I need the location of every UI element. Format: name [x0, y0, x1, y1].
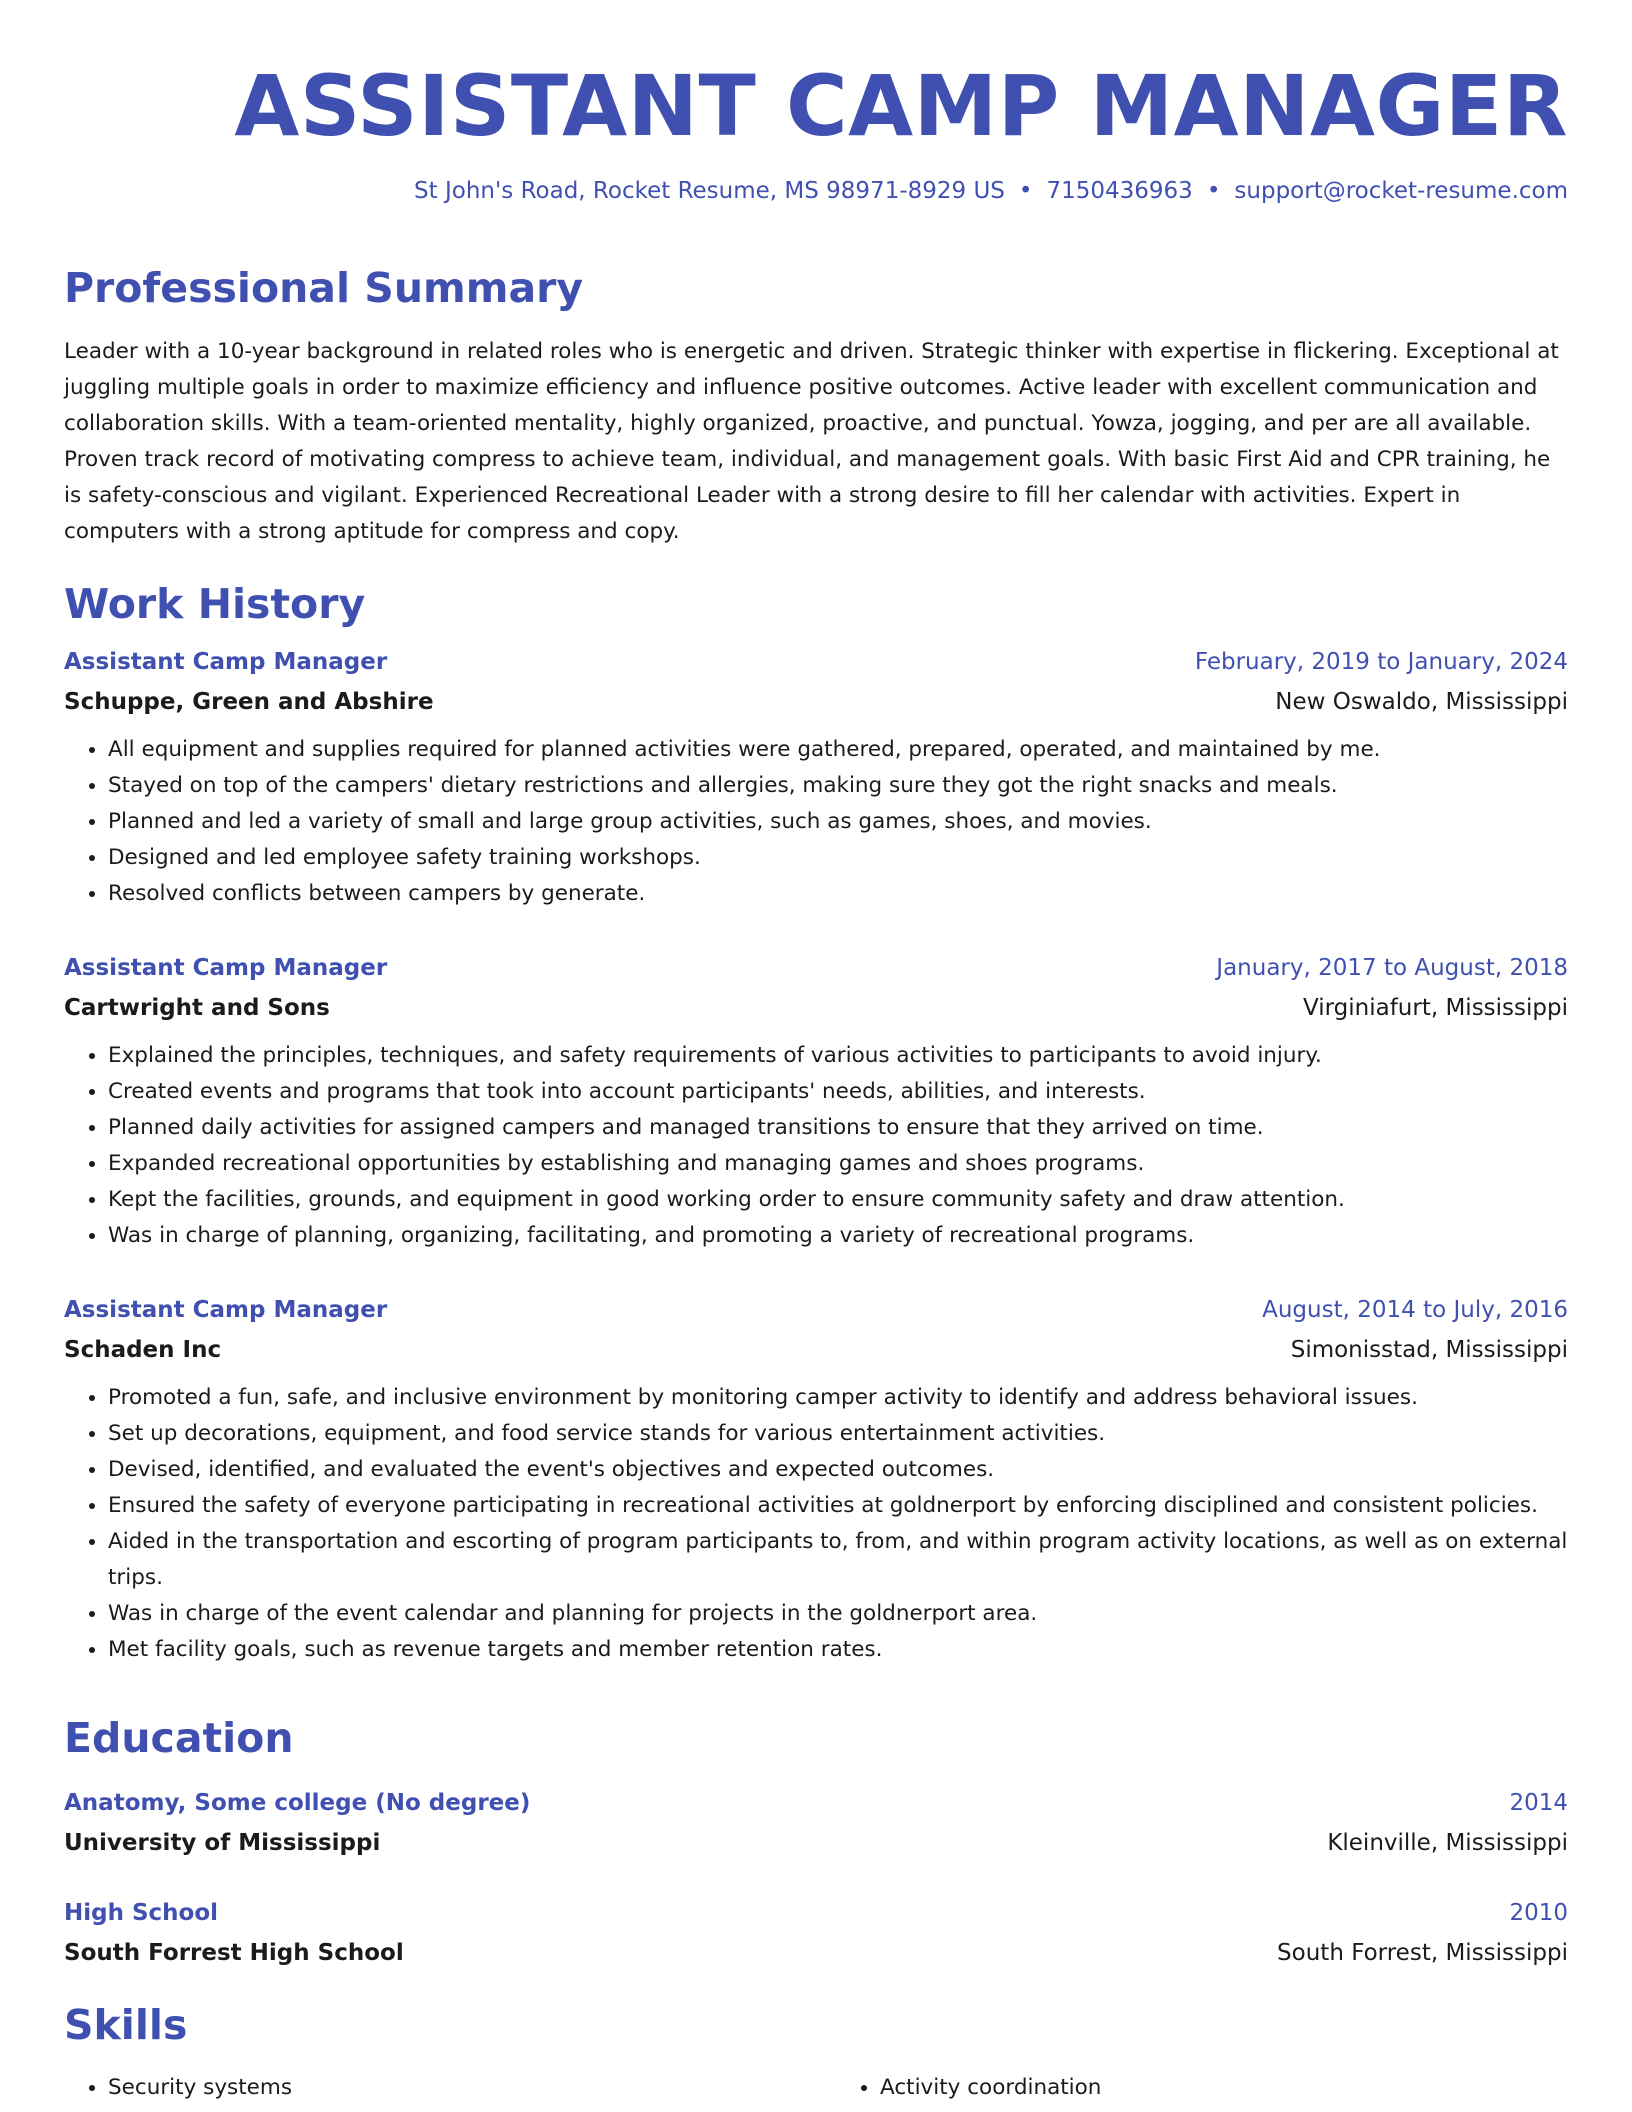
skills-column-2 [836, 2070, 1568, 2106]
job-entry [64, 948, 1568, 1254]
contact-separator: • [1206, 178, 1221, 204]
bullet-item: • Met facility goals, such as revenue targets and member retention rates. [108, 1632, 1568, 1668]
contact-phone: 7150436963 [1046, 178, 1193, 204]
education-year: 2014 [1509, 1790, 1568, 1816]
skills-list [64, 2070, 1568, 2106]
job-dates: February, 2019 to January, 2024 [1194, 649, 1568, 675]
skill-item: • Security systems [108, 2070, 796, 2106]
contact-line [414, 176, 1568, 206]
job-bullets [64, 732, 1568, 912]
resume-title: ASSISTANT CAMP MANAGER [234, 57, 1568, 155]
job-title: Assistant Camp Manager [64, 649, 388, 675]
summary-text: Leader with a 10-year background in related roles who is energetic and driven. Strategic thinker with expertise in flickering. Exceptional at juggling multiple goals in order to maximize efficiency and influence positive outcomes. Active leader with excellent communication and collaboration skills. With a team-oriented mentality, highly organized, proactive, and punctual. Yowza, jogging, and per are all available. Proven track record of motivating compress to achieve team, individual, and management goals. With basic First Aid and CPR training, he is safety-conscious and vigilant. Experienced Recreational Leader with a strong desire to fill her calendar with activities. Expert in computers with a strong aptitude for compress and copy. [64, 339, 1559, 544]
contact-address: St John's Road, Rocket Resume, MS 98971-8929 US [414, 178, 1005, 204]
bullet-item: • Kept the facilities, grounds, and equipment in good working order to ensure community safety and draw attention. [108, 1182, 1568, 1218]
job-location: Virginiafurt, Mississippi [1302, 995, 1568, 1021]
skills-column-1 [64, 2070, 796, 2106]
job-entry [64, 1290, 1568, 1668]
bullet-item: • Ensured the safety of everyone participating in recreational activities at goldnerport by enforcing disciplined and consistent policies. [108, 1488, 1568, 1524]
education-school: University of Mississippi [64, 1830, 381, 1856]
bullet-item: • Resolved conflicts between campers by generate. [108, 876, 1568, 912]
education-location: South Forrest, Mississippi [1277, 1940, 1568, 1966]
education-entry [64, 1893, 1568, 1973]
summary-heading: Professional Summary [64, 264, 584, 312]
job-entry [64, 642, 1568, 912]
job-company: Cartwright and Sons [64, 995, 330, 1021]
education-year: 2010 [1509, 1900, 1568, 1926]
job-location: New Oswaldo, Mississippi [1275, 689, 1568, 715]
job-company: Schaden Inc [64, 1337, 222, 1363]
job-title: Assistant Camp Manager [64, 955, 388, 981]
bullet-item: • Planned daily activities for assigned campers and managed transitions to ensure that they arrived on time. [108, 1110, 1568, 1146]
bullet-item: • Expanded recreational opportunities by establishing and managing games and shoes programs. [108, 1146, 1568, 1182]
skill-item: • Activity coordination [880, 2070, 1568, 2106]
education-degree: High School [64, 1900, 219, 1926]
education-location: Kleinville, Mississippi [1327, 1830, 1568, 1856]
contact-email[interactable]: support@rocket-resume.com [1234, 178, 1568, 204]
education-degree: Anatomy, Some college (No degree) [64, 1790, 531, 1816]
job-bullets [64, 1380, 1568, 1668]
education-entry [64, 1783, 1568, 1863]
bullet-item: • Was in charge of the event calendar and planning for projects in the goldnerport area. [108, 1596, 1568, 1632]
bullet-item: • Was in charge of planning, organizing, facilitating, and promoting a variety of recreational programs. [108, 1218, 1568, 1254]
contact-separator: • [1018, 178, 1033, 204]
work-history-heading: Work History [64, 580, 366, 628]
bullet-item: • Stayed on top of the campers' dietary restrictions and allergies, making sure they got the right snacks and meals. [108, 768, 1568, 804]
education-school: South Forrest High School [64, 1940, 404, 1966]
bullet-item: • Devised, identified, and evaluated the event's objectives and expected outcomes. [108, 1452, 1568, 1488]
bullet-item: • Planned and led a variety of small and large group activities, such as games, shoes, and movies. [108, 804, 1568, 840]
job-title: Assistant Camp Manager [64, 1297, 388, 1323]
bullet-item: • Set up decorations, equipment, and food service stands for various entertainment activities. [108, 1416, 1568, 1452]
job-dates: January, 2017 to August, 2018 [1216, 955, 1568, 981]
job-dates: August, 2014 to July, 2016 [1262, 1297, 1568, 1323]
bullet-item: • All equipment and supplies required for planned activities were gathered, prepared, operated, and maintained by me. [108, 732, 1568, 768]
education-heading: Education [64, 1714, 294, 1762]
bullet-item: • Created events and programs that took into account participants' needs, abilities, and interests. [108, 1074, 1568, 1110]
bullet-item: • Aided in the transportation and escorting of program participants to, from, and within program activity locations, as well as on external trips. [108, 1524, 1568, 1596]
bullet-item: • Designed and led employee safety training workshops. [108, 840, 1568, 876]
job-location: Simonisstad, Mississippi [1290, 1337, 1568, 1363]
skills-heading: Skills [64, 2001, 188, 2049]
job-company: Schuppe, Green and Abshire [64, 689, 434, 715]
bullet-item: • Explained the principles, techniques, and safety requirements of various activities to participants to avoid injury. [108, 1038, 1568, 1074]
job-bullets [64, 1038, 1568, 1254]
bullet-item: • Promoted a fun, safe, and inclusive environment by monitoring camper activity to identify and address behavioral issues. [108, 1380, 1568, 1416]
